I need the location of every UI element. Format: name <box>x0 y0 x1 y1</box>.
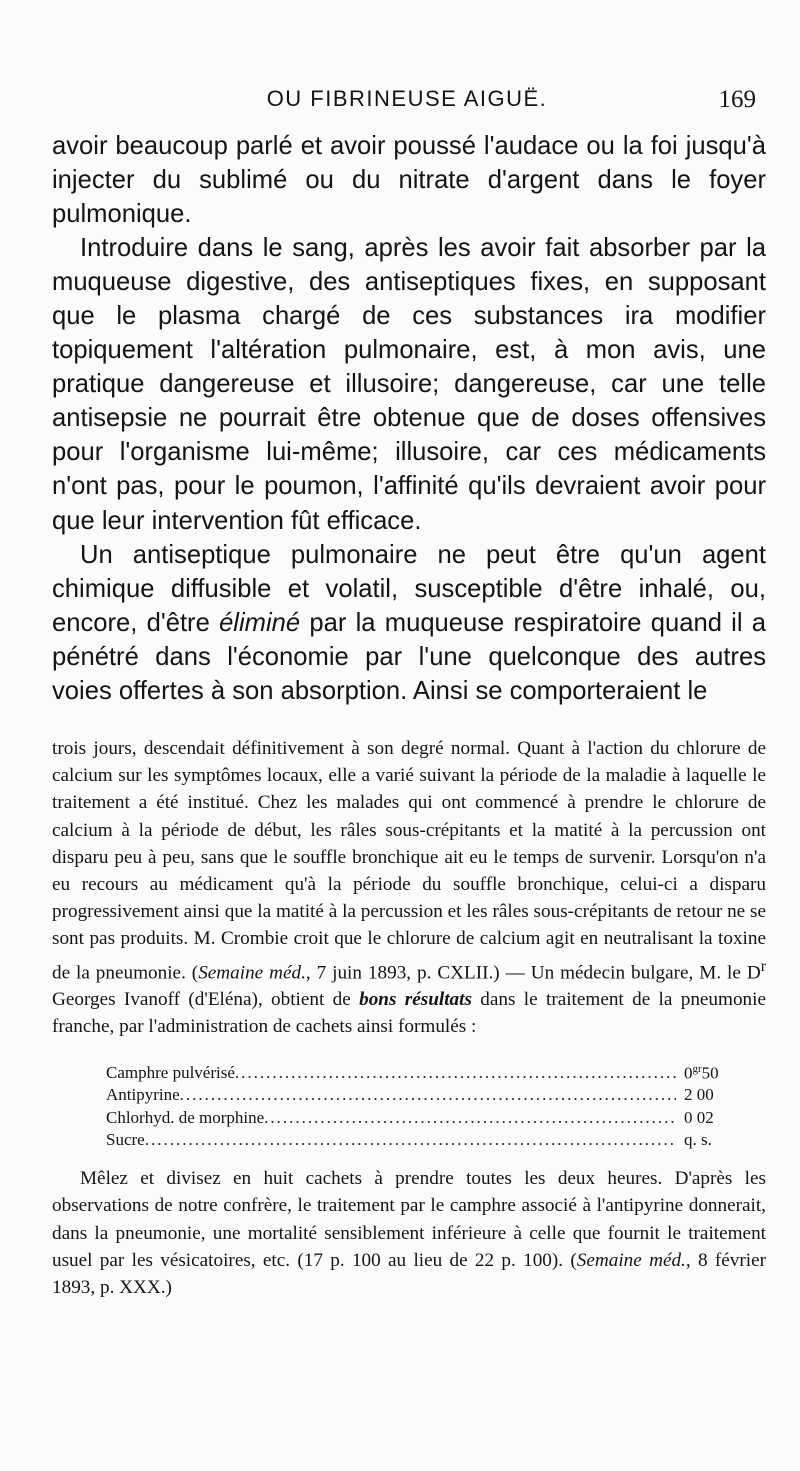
ingredient-name: Chlorhyd. de morphine <box>106 1107 265 1127</box>
paragraph-3-part-b: par la muqueuse respiratoire quand il a pénétré dans l'économie par l'une quelconque des autres voies offertes à son absorption. Ainsi se comporteraient le <box>52 608 766 705</box>
running-head: OU FIBRINEUSE AIGUË. <box>266 86 548 111</box>
ingredient-quantity: 2 00 <box>684 1085 714 1105</box>
footnote <box>52 735 766 1301</box>
ingredient-quantity: $0^{gr}50$ <box>684 1062 719 1083</box>
footnote-part-3: Georges Ivanoff (d'Eléna), obtient de <box>52 989 360 1011</box>
formula-row <box>106 1058 750 1085</box>
page-header <box>52 84 762 124</box>
footnote-part-2: , 7 juin 1893, p. CXLII.) — Un médecin bulgare, M. le D <box>305 962 761 984</box>
leader-dots <box>235 1062 676 1084</box>
paragraph-1: avoir beaucoup parlé et avoir poussé l'audace ou la foi jusqu'à injecter du sublimé ou du nitrate d'argent dans le foyer pulmonique. <box>52 132 766 229</box>
emphasis-elimine: éliminé <box>219 608 301 637</box>
prescription-formula <box>52 1058 766 1151</box>
paragraph-2: Introduire dans le sang, après les avoir fait absorber par la muqueuse digestive, des antiseptiques fixes, en supposant que le plasma chargé de ces substances ira modifier topiquement l'altération pulmonaire, est, à mon avis, une pratique dangereuse et illusoire; dangereuse, car une telle antisepsie ne pourrait être obtenue que de doses offensives pour l'organisme lui-même; illusoire, car ces médicaments n'ont pas, pour le poumon, l'affinité qu'ils devraient avoir pour que leur intervention fût efficace. <box>52 234 766 535</box>
ingredient-name: Camphre pulvérisé <box>106 1063 235 1083</box>
formula-row <box>106 1129 750 1151</box>
footnote-part-1: trois jours, descendait définitivement à son degré normal. Quant à l'action du chlorure de calcium sur les symptômes locaux, elle a varié suivant la période de la maladie à laquelle le traitement a été institué. Chez les malades qui ont commencé à prendre le chlorure de calcium à la période de début, les râles sous-crépitants et la matité à la percussion ont disparu peu à peu, sans que le souffle bronchique ait eu le temps de survenir. Lorsqu'on n'a eu recours au médicament qu'à la période du souffle bronchique, celui-ci a disparu progressivement ainsi que la matité à la percussion et les râles sous-crépitants de retour ne se sont pas produits. M. Crombie croit que le chlorure de calcium agit en neutralisant la toxine de la pneumonie. ( <box>52 738 766 984</box>
ingredient-name: Antipyrine <box>106 1085 180 1105</box>
paragraph-3 <box>52 538 766 708</box>
leader-dots <box>264 1107 676 1129</box>
ingredient-quantity: q. s. <box>684 1129 712 1149</box>
citation-semaine-med-2: Semaine méd. <box>576 1249 686 1271</box>
ingredient-quantity: 0 02 <box>684 1107 714 1127</box>
formula-row <box>106 1107 750 1129</box>
ingredient-name: Sucre <box>106 1129 145 1149</box>
citation-semaine-med: Semaine méd. <box>198 962 306 984</box>
doctor-superscript: r <box>760 957 767 975</box>
leader-dots <box>145 1129 676 1151</box>
emphasis-bons-resultats: bons résultats <box>359 989 472 1011</box>
footnote-conclusion <box>52 1165 766 1301</box>
conclusion-part-a: Mêlez et divisez en huit cachets à prendre toutes les deux heures. D'après les observations de notre confrère, le traitement par le camphre associé à l'antipyrine donnerait, dans la pneumonie, une mortalité sensiblement inférieure à celle que fournit le traitement usuel par les vésicatoires, etc. (17 p. 100 au lieu de 22 p. 100). ( <box>52 1168 766 1271</box>
formula-row <box>106 1084 750 1106</box>
leader-dots <box>180 1084 676 1106</box>
page-number: 169 <box>718 86 756 113</box>
footnote-text <box>52 735 766 1041</box>
conclusion-part-b: , 8 février 1893, p. XXX.) <box>52 1249 766 1298</box>
paragraph-3-part-a: Un antiseptique pulmonaire ne peut être qu'un agent chimique diffusible et volatil, susceptible d'être inhalé, ou, encore, d'être <box>52 540 766 637</box>
footnote-part-4: dans le traitement de la pneumonie franche, par l'administration de cachets ainsi formulés : <box>52 989 766 1038</box>
main-text <box>52 129 766 708</box>
